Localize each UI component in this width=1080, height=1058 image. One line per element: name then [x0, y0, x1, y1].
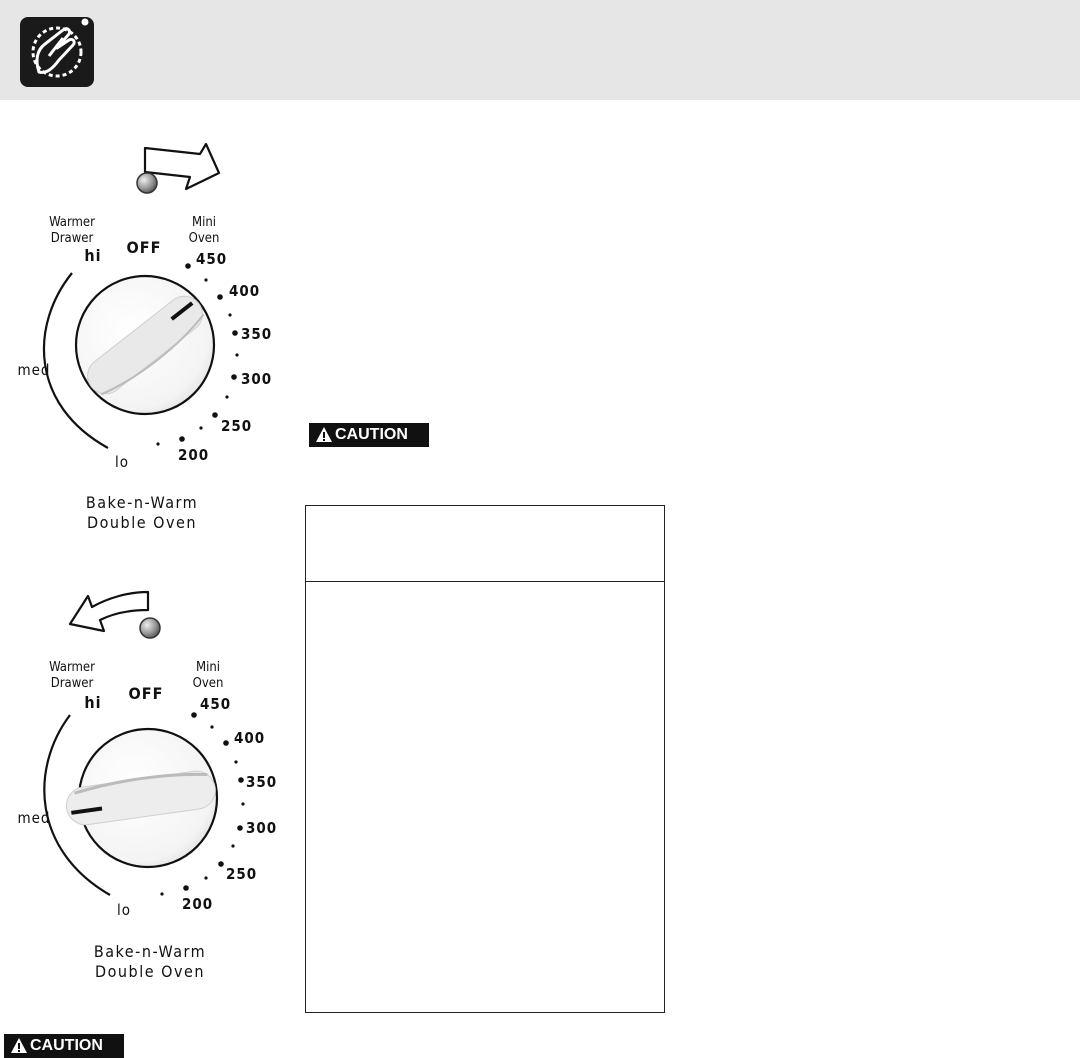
- caution-badge: [309, 423, 429, 447]
- off-label: OFF: [126, 238, 162, 257]
- counterclockwise-arrow-icon: [70, 592, 148, 631]
- temp-label: 350: [246, 773, 278, 791]
- dial-diagram-top: [0, 135, 300, 585]
- med-label: med: [17, 361, 51, 379]
- temp-label: 400: [229, 282, 261, 300]
- temp-label: 300: [241, 370, 273, 388]
- warmer-drawer-label: Warmer Drawer: [49, 215, 95, 246]
- hand-knob-icon: [19, 16, 95, 88]
- temp-label: 200: [178, 446, 210, 464]
- table-divider: [306, 581, 664, 582]
- caution-label: CAUTION: [335, 426, 408, 443]
- indicator-light: [137, 173, 157, 193]
- knob[interactable]: [64, 729, 218, 867]
- dial-caption: Bake-n-Warm Double Oven: [93, 942, 207, 981]
- off-label: OFF: [128, 684, 164, 703]
- temp-label: 250: [221, 417, 253, 435]
- hi-label: hi: [84, 246, 102, 265]
- dial-diagram-bottom: [0, 580, 300, 1030]
- caution-label: CAUTION: [30, 1037, 103, 1054]
- lo-label: lo: [116, 901, 131, 919]
- dial-caption: Bake-n-Warm Double Oven: [85, 493, 199, 532]
- warmer-drawer-label: Warmer Drawer: [49, 660, 95, 691]
- warning-triangle-icon: [10, 1037, 28, 1055]
- lo-label: lo: [114, 453, 129, 471]
- temp-label: 200: [182, 895, 214, 913]
- knob[interactable]: [76, 276, 214, 414]
- temp-label: 450: [196, 250, 228, 268]
- mini-oven-label: Mini Oven: [188, 215, 220, 246]
- header-band: [0, 0, 1080, 100]
- temp-label: 350: [241, 325, 273, 343]
- med-label: med: [17, 809, 51, 827]
- temp-label: 450: [200, 695, 232, 713]
- hi-label: hi: [84, 693, 102, 712]
- temp-label: 300: [246, 819, 278, 837]
- caution-badge: [4, 1034, 124, 1058]
- mini-oven-label: Mini Oven: [192, 660, 224, 691]
- indicator-light: [140, 618, 160, 638]
- temp-label: 250: [226, 865, 258, 883]
- temp-label: 400: [234, 729, 266, 747]
- settings-table-box: [305, 505, 665, 1013]
- warning-triangle-icon: [315, 426, 333, 444]
